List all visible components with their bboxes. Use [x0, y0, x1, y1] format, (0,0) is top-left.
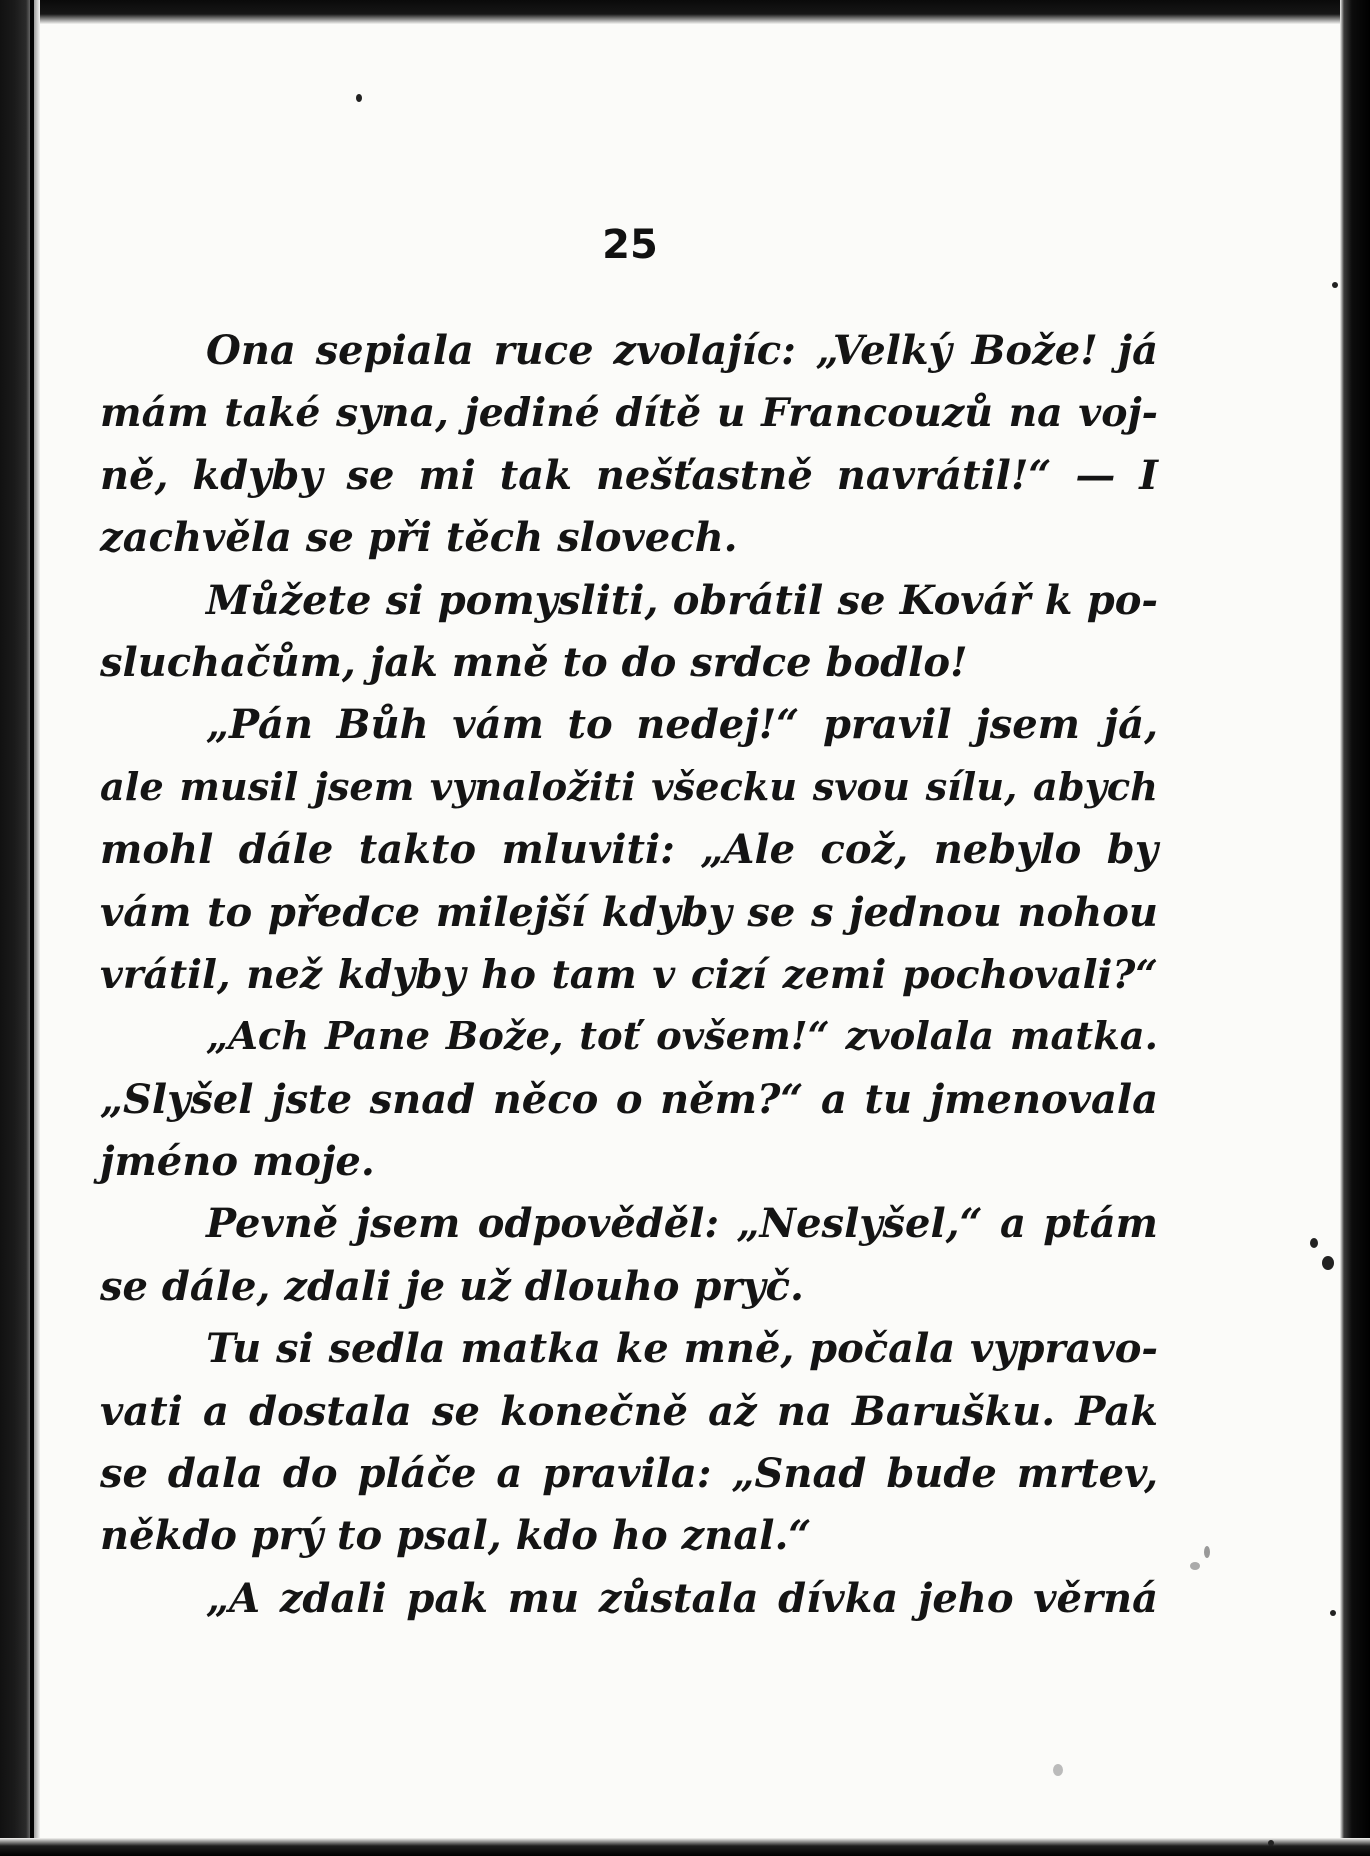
scan-speck	[1332, 282, 1338, 288]
text-line: vati a dostala se konečně až na Barušku. Pak	[100, 1387, 1158, 1435]
scan-speck	[1268, 1840, 1274, 1846]
scan-speck	[1330, 1610, 1336, 1616]
scan-speck	[1190, 1562, 1200, 1570]
body-text	[100, 320, 1158, 1630]
scan-edge-top	[0, 0, 1370, 24]
scan-edge-left	[0, 0, 40, 1856]
text-line: Tu si sedla matka ke mně, počala vypravo-	[206, 1325, 1158, 1373]
scan-edge-bottom	[0, 1838, 1370, 1856]
page-number: 25	[602, 222, 658, 268]
text-line: ně, kdyby se mi tak nešťastně navrátil!“ — I	[100, 451, 1158, 499]
text-line: jméno moje.	[100, 1138, 375, 1186]
text-line: „A zdali pak mu zůstala dívka jeho věrná	[206, 1574, 1158, 1622]
text-line: zachvěla se při těch slovech.	[100, 514, 738, 562]
text-line: vrátil, než kdyby ho tam v cizí zemi pochovali?“	[100, 951, 1158, 998]
text-line: sluchačům, jak mně to do srdce bodlo!	[100, 638, 968, 686]
text-line: „Ach Pane Bože, toť ovšem!“ zvolala matka.	[206, 1014, 1158, 1060]
text-line: mohl dále takto mluviti: „Ale což, nebylo by	[100, 826, 1158, 874]
scan-speck	[1053, 1764, 1063, 1776]
text-line: „Pán Bůh vám to nedej!“ pravil jsem já,	[206, 701, 1158, 749]
text-line: „Slyšel jste snad něco o něm?“ a tu jmenovala	[100, 1075, 1158, 1123]
scan-speck	[356, 94, 362, 102]
text-line: vám to předce milejší kdyby se s jednou nohou	[100, 888, 1158, 936]
text-line: Ona sepiala ruce zvolajíc: „Velký Bože! já	[206, 327, 1158, 374]
text-line: Pevně jsem odpověděl: „Neslyšel,“ a ptám	[206, 1200, 1158, 1248]
text-line: se dále, zdali je už dlouho pryč.	[100, 1262, 804, 1310]
scan-speck	[1204, 1546, 1210, 1558]
scan-speck	[1322, 1256, 1334, 1270]
text-line: ale musil jsem vynaložiti všecku svou sílu, abych	[100, 764, 1158, 810]
scan-edge-right	[1340, 0, 1370, 1856]
scan-speck	[1310, 1238, 1318, 1248]
text-line: Můžete si pomysliti, obrátil se Kovář k po-	[206, 576, 1158, 624]
text-line: se dala do pláče a pravila: „Snad bude mrtev,	[100, 1450, 1158, 1498]
text-line: někdo prý to psal, kdo ho znal.“	[100, 1512, 812, 1560]
scan-edge-left-line	[30, 0, 34, 1856]
text-line: mám také syna, jediné dítě u Francouzů na voj-	[100, 390, 1158, 437]
